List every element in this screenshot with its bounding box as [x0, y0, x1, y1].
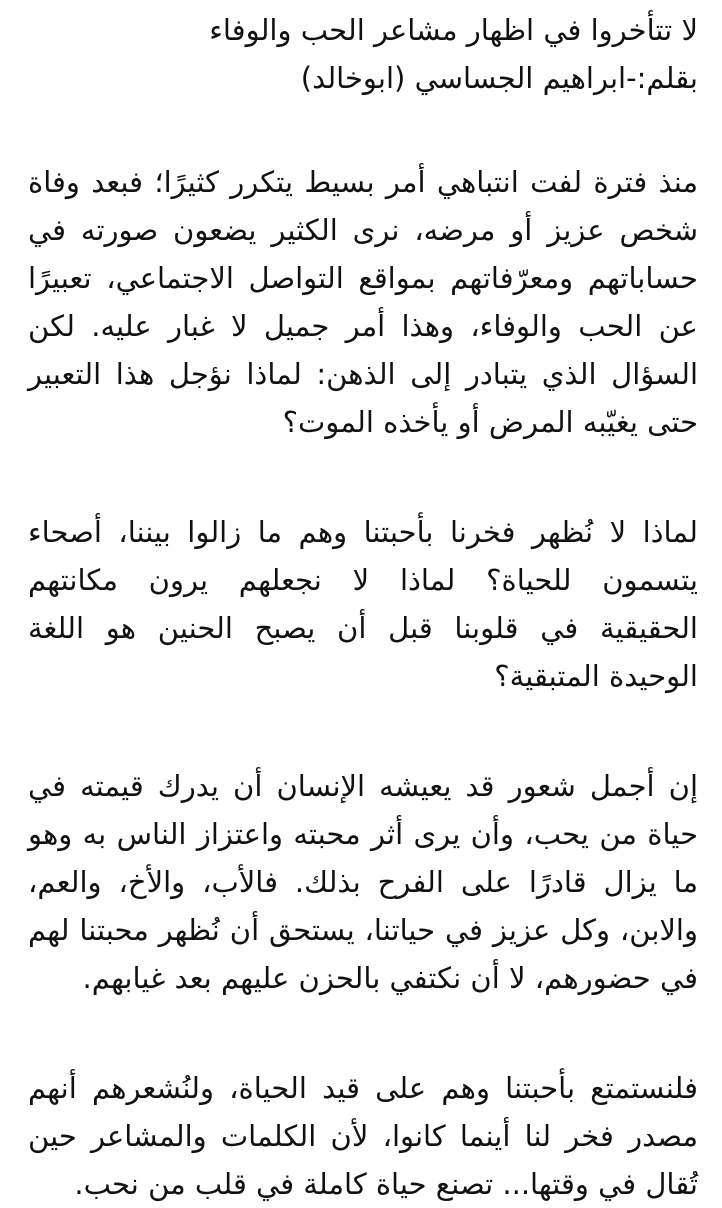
paragraph-3 — [28, 762, 698, 1002]
paragraph-line: حياة من يحب، وأن يرى أثر محبته واعتزاز الناس به وهو — [28, 817, 698, 851]
paragraph-1 — [28, 158, 698, 446]
paragraph-4 — [28, 1064, 698, 1208]
paragraph-line: الوحيدة المتبقية؟ — [494, 659, 698, 693]
paragraph-line: ما يزال قادرًا على الفرح بذلك. فالأب، والأخ، والعم، — [28, 865, 698, 899]
paragraph-line: إن أجمل شعور قد يعيشه الإنسان أن يدرك قيمته في — [28, 769, 698, 803]
author-byline: بقلم:-ابراهيم الجساسي (ابوخالد) — [300, 61, 698, 95]
paragraph-line: لماذا لا نُظهر فخرنا بأحبتنا وهم ما زالوا بيننا، أصحاء — [28, 515, 698, 549]
paragraph-spacer — [28, 1002, 698, 1064]
paragraph-spacer — [28, 446, 698, 508]
paragraph-line: الحقيقية في قلوبنا قبل أن يصبح الحنين هو اللغة — [28, 611, 698, 645]
paragraph-line: والابن، وكل عزيز في حياتنا، يستحق أن نُظهر محبتنا لهم — [28, 913, 698, 947]
paragraph-line: عن الحب والوفاء، وهذا أمر جميل لا غبار عليه. لكن — [28, 309, 698, 343]
article-title: لا تتأخروا في اظهار مشاعر الحب والوفاء — [209, 13, 698, 47]
paragraph-line: تُقال في وقتها... تصنع حياة كاملة في قلب من نحب. — [74, 1167, 698, 1201]
paragraph-line: فلنستمتع بأحبتنا وهم على قيد الحياة، ولنُشعرهم أنهم — [28, 1071, 698, 1105]
paragraph-2 — [28, 508, 698, 700]
paragraph-line: حتى يغيّبه المرض أو يأخذه الموت؟ — [282, 405, 698, 439]
paragraph-line: السؤال الذي يتبادر إلى الذهن: لماذا نؤجل هذا التعبير — [28, 357, 698, 391]
paragraph-line: في حضورهم، لا أن نكتفي بالحزن عليهم بعد غيابهم. — [82, 961, 698, 995]
paragraph-spacer — [28, 700, 698, 762]
paragraph-spacer — [28, 102, 698, 158]
paragraph-line: شخص عزيز أو مرضه، نرى الكثير يضعون صورته في — [28, 213, 698, 247]
paragraph-line: يتسمون للحياة؟ لماذا لا نجعلهم يرون مكانتهم — [28, 563, 698, 597]
paragraph-line: حساباتهم ومعرّفاتهم بمواقع التواصل الاجتماعي، تعبيرًا — [28, 261, 698, 295]
paragraph-line: مصدر فخر لنا أينما كانوا، لأن الكلمات والمشاعر حين — [28, 1119, 698, 1153]
paragraph-line: منذ فترة لفت انتباهي أمر بسيط يتكرر كثيرًا؛ فبعد وفاة — [28, 165, 698, 199]
